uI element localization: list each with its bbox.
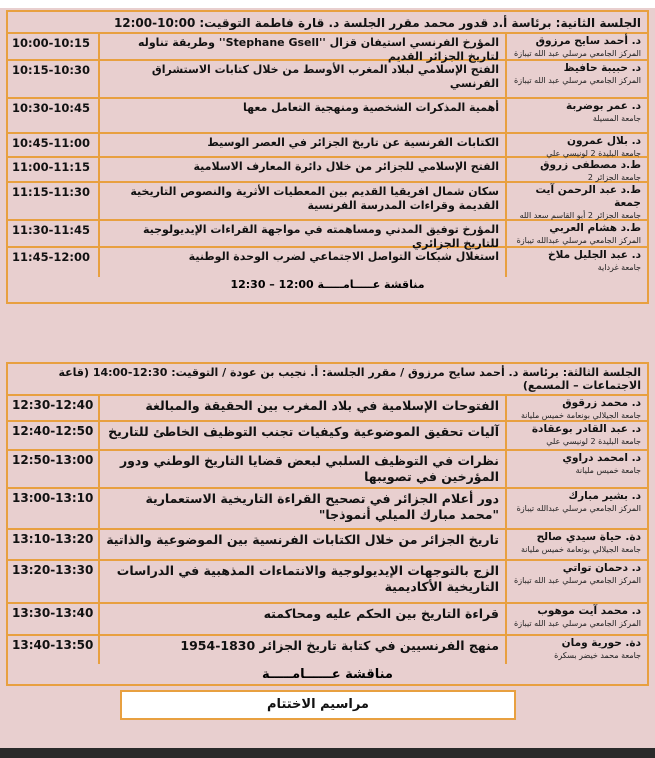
session-3-header: الجلسة الثالثة: برئاسة د. أحمد سايح مرزوق / مقرر الجلسة: أ. نجيب بن عودة / التوقيت: 12:30-14:00 (قاعة الاجتماعات – المسمع) [8,364,647,396]
table-row [8,396,647,422]
talk-title: الزج بالتوجهات الإيديولوجية والانتماءات المذهبية في الدراسات التاريخية الأكاديمية [100,561,507,602]
talk-title: استغلال شبكات التواصل الاجتماعي لضرب الوحدة الوطنية [100,248,507,277]
talk-title: الفتوحات الإسلامية في بلاد المغرب بين الحقيقة والمبالغة [100,396,507,420]
table-row [8,248,647,277]
speaker-name: د. عمر بوضربة [566,100,641,112]
table-row [8,158,647,183]
table-row [8,61,647,99]
speaker-cell [507,636,647,664]
speaker-name: د. عبد القادر بوعقادة [531,423,641,435]
time-slot: 13:20-13:30 [8,561,100,602]
talk-title: الكتابات الفرنسية عن تاريخ الجزائر في العصر الوسيط [100,134,507,156]
time-slot: 12:40-12:50 [8,422,100,449]
speaker-cell [507,489,647,528]
speaker-cell [507,530,647,559]
speaker-name: د. محمد آيت موهوب [537,605,641,617]
speaker-cell [507,221,647,246]
time-slot: 10:00-10:15 [8,34,100,59]
time-slot: 11:00-11:15 [8,158,100,181]
speaker-institution: جامعة محمد خيضر بسكرة [554,651,641,660]
talk-title: سكان شمال افريقيا القديم بين المعطيات الأثرية والنصوص التاريخية القديمة وقراءات المدرسة الفرنسية [100,183,507,219]
speaker-name: ط.د مصطفى زروق [540,159,641,171]
speaker-name: ط.د هشام العربي [549,222,641,234]
table-row [8,99,647,134]
speaker-cell [507,248,647,277]
time-slot: 13:30-13:40 [8,604,100,634]
session-2-table [6,10,649,304]
session-2-debate: مناقشة عـــــامـــــة 12:00 – 12:30 [230,278,425,291]
speaker-name: د. أحمد سايح مرزوق [535,35,641,47]
table-row [8,221,647,248]
speaker-institution: المركز الجامعي مرسلي عبدالله تيبازة [516,236,641,245]
speaker-institution: جامعة خميس مليانة [575,466,641,475]
session-2-header [8,12,647,34]
time-slot: 13:10-13:20 [8,530,100,559]
session-3-debate-row [8,664,647,686]
table-row [8,134,647,158]
speaker-cell [507,134,647,156]
time-slot: 10:45-11:00 [8,134,100,156]
session-2-debate-row [8,277,647,297]
table-row [8,636,647,664]
speaker-institution: المركز الجامعي مرسلي عبد الله تيبازة [514,576,641,585]
session-3-table [6,362,649,686]
speaker-name: دة. حياة سيدي صالح [536,531,641,543]
speaker-name: د. حبيبة حافيظ [563,62,641,74]
speaker-institution: جامعة الجيلالي بونعامة خميس مليانة [520,545,641,554]
speaker-institution: جامعة الجزائر 2 أبو القاسم سعد الله [519,211,641,220]
speaker-cell [507,183,647,219]
talk-title: أهمية المذكرات الشخصية ومنهجية التعامل معها [100,99,507,132]
talk-title: المؤرخ توفيق المدني ومساهمته في مواجهة القراءات الإيديولوجية للتاريخ الجزائري [100,221,507,246]
talk-title: نظرات في التوظيف السلبي لبعض قضايا التاريخ الوطني ودور المؤرخين في تصويبها [100,451,507,487]
talk-title: آليات تحقيق الموضوعية وكيفيات تجنب التوظيف الخاطئ للتاريخ [100,422,507,449]
speaker-institution: المركز الجامعي مرسلي عبد الله تيبازة [514,49,641,58]
speaker-cell [507,61,647,97]
table-row [8,422,647,451]
speaker-institution: جامعة البليدة 2 لونيسي علي [546,149,641,158]
talk-title: تاريخ الجزائر من خلال الكتابات الفرنسية بين الموضوعية والذاتية [100,530,507,559]
time-slot: 12:30-12:40 [8,396,100,420]
time-slot: 11:45-12:00 [8,248,100,277]
talk-title: الفتح الإسلامي للجزائر من خلال دائرة المعارف الاسلامية [100,158,507,181]
table-row [8,530,647,561]
speaker-institution: المركز الجامعي مرسلي عبد الله تيبازة [514,76,641,85]
talk-title: منهج الفرنسيين في كتابة تاريخ الجزائر 1830-1954 [100,636,507,664]
speaker-cell [507,158,647,181]
time-slot: 10:30-10:45 [8,99,100,132]
closing-ceremony-box: مراسيم الاختتام [120,690,516,720]
bottom-strip [0,748,655,758]
table-row [8,451,647,489]
speaker-cell [507,396,647,420]
speaker-institution: جامعة المسيلة [592,114,641,123]
speaker-name: دة. حورية ومان [561,637,641,649]
time-slot: 12:50-13:00 [8,451,100,487]
top-strip [0,0,655,8]
time-slot: 11:30-11:45 [8,221,100,246]
session-2-header-time: 10:00-12:00 [113,16,196,30]
speaker-cell [507,99,647,132]
speaker-name: ط.د عبد الرحمن آيت جمعة [535,184,641,209]
talk-title: دور أعلام الجزائر في تصحيح القراءة التاريخية الاستعمارية "محمد مبارك الميلي أنموذجا" [100,489,507,528]
speaker-institution: جامعة الجيلالي بونعامة خميس مليانة [520,411,641,420]
speaker-name: د. عبد الجليل ملاخ [548,249,641,261]
table-row [8,183,647,221]
time-slot: 13:00-13:10 [8,489,100,528]
speaker-cell [507,34,647,59]
speaker-name: د. دحمان تواتي [562,562,641,574]
table-row [8,604,647,636]
time-slot: 11:15-11:30 [8,183,100,219]
session-3-debate: مناقشة عــــــامـــــة [262,667,393,682]
speaker-name: د. بشير مبارك [568,490,641,502]
talk-title: الفتح الإسلامي لبلاد المغرب الأوسط من خلال كتابات الاستشراق الفرنسي [100,61,507,97]
speaker-cell [507,561,647,602]
speaker-cell [507,604,647,634]
talk-title: قراءة التاريخ بين الحكم عليه ومحاكمته [100,604,507,634]
talk-title: المؤرخ الفرنسي استيفان قزال ''Stephane Gsell'' وطريقة تناوله لتاريخ الجزائر القديم [100,34,507,59]
table-row [8,34,647,61]
speaker-institution: المركز الجامعي مرسلي عبدالله تيبازة [516,504,641,513]
speaker-institution: المركز الجامعي مرسلي عبد الله تيبازة [514,619,641,628]
speaker-cell [507,451,647,487]
speaker-institution: جامعة البليدة 2 لونيسي علي [546,437,641,446]
speaker-cell [507,422,647,449]
session-2-header-text: الجلسة الثانية: برئاسة أ.د قدور محمد مقرر الجلسة د. قارة فاطمة التوقيت: [199,16,641,30]
speaker-name: د. محمد زرقوق [562,397,641,409]
time-slot: 10:15-10:30 [8,61,100,97]
speaker-institution: جامعة الجزائر 2 [587,173,641,182]
table-row [8,561,647,604]
speaker-name: د. امحمد دراوي [562,452,641,464]
table-row [8,489,647,530]
time-slot: 13:40-13:50 [8,636,100,664]
speaker-institution: جامعة غرداية [597,263,641,272]
speaker-name: د. بلال عمرون [567,135,641,147]
